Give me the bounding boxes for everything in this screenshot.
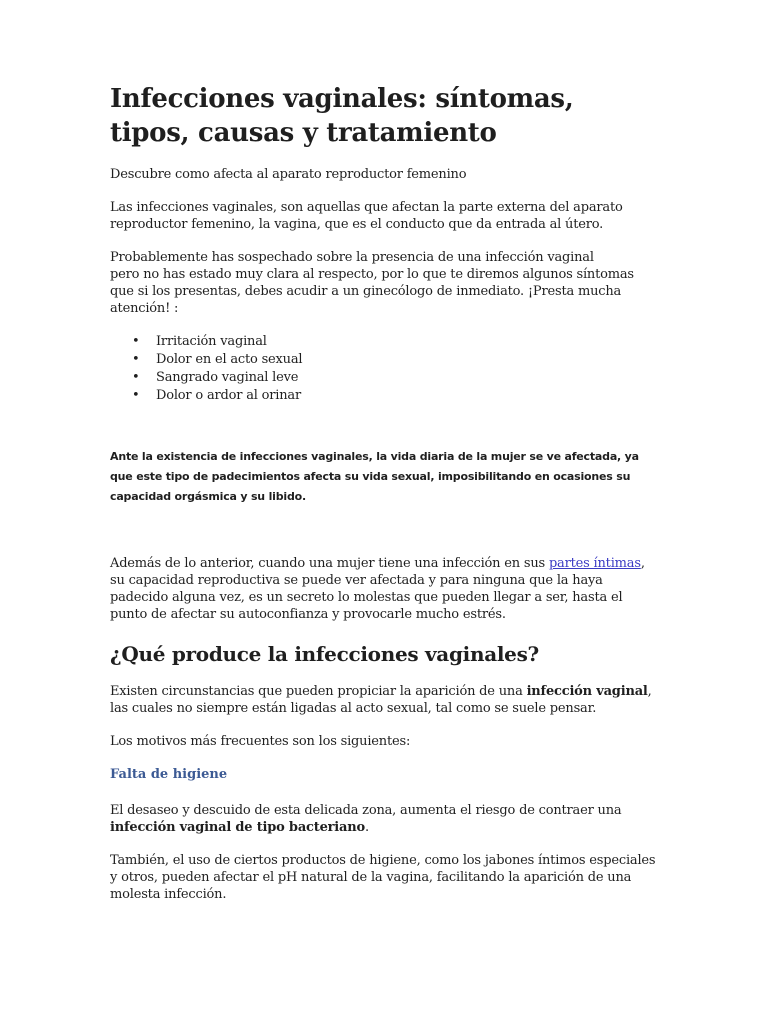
causes-paragraph (110, 683, 658, 717)
article-title: Infecciones vaginales: síntomas, tipos, causas y tratamiento (110, 84, 574, 148)
additional-text-pre: Además de lo anterior, cuando una mujer tiene una infección en sus (110, 556, 549, 571)
document-page (110, 82, 658, 919)
list-item: • Dolor o ardor al orinar (156, 387, 658, 405)
neglect-text-post: . (364, 820, 369, 835)
motives-paragraph: Los motivos más frecuentes son los siguientes: (110, 734, 411, 749)
intro-paragraph: Las infecciones vaginales, son aquellas que afectan la parte externa del aparato reproductor femenino, la vagina, que es el conducto que da entrada al útero. (110, 200, 623, 232)
causes-text-pre: Existen circunstancias que pueden propiciar la aparición de una (110, 684, 527, 699)
products-paragraph: También, el uso de ciertos productos de higiene, como los jabones íntimos especiales y otros, pueden afectar el pH natural de la vagina, facilitando la aparición de una molesta infección. (110, 853, 656, 902)
neglect-paragraph (110, 802, 658, 836)
suspect-line-2: pero no has estado muy clara al respecto, por lo que te diremos algunos síntomas que si los presentas, debes acudir a un ginecólogo de inmediato. ¡Presta mucha atención! : (110, 267, 634, 316)
additional-paragraph (110, 555, 658, 623)
additional-text-post: , su capacidad reproductiva se puede ver afectada y para ninguna que la haya padecido alguna vez, es un secreto lo molestas que pueden llegar a ser, hasta el punto de afectar su autoconfianza y provocarle mucho estrés. (110, 556, 645, 622)
section-heading: ¿Qué produce la infecciones vaginales? (110, 642, 539, 666)
article-subtitle: Descubre como afecta al aparato reproductor femenino (110, 167, 467, 182)
symptoms-list (110, 333, 658, 405)
partes-intimas-link[interactable]: partes íntimas (548, 556, 641, 571)
neglect-bold-text: infección vaginal de tipo bacteriano (110, 820, 365, 835)
causes-bold-text: infección vaginal (526, 684, 648, 699)
suspect-line-1: Probablemente has sospechado sobre la presencia de una infección vaginal (110, 250, 594, 265)
subheading-hygiene: Falta de higiene (110, 767, 228, 782)
suspect-paragraph (110, 249, 658, 317)
bold-paragraph: Ante la existencia de infecciones vaginales, la vida diaria de la mujer se ve afectada, ya que este tipo de padecimientos afecta su vida sexual, imposibilitando en ocasiones su capacidad orgásmica y su libido. (110, 450, 639, 503)
list-item: • Irritación vaginal (156, 333, 658, 351)
causes-text-post: , las cuales no siempre están ligadas al acto sexual, tal como se suele pensar. (110, 684, 652, 716)
list-item: • Sangrado vaginal leve (156, 369, 658, 387)
list-item: • Dolor en el acto sexual (156, 351, 658, 369)
neglect-text-pre: El desaseo y descuido de esta delicada zona, aumenta el riesgo de contraer una (110, 803, 622, 818)
